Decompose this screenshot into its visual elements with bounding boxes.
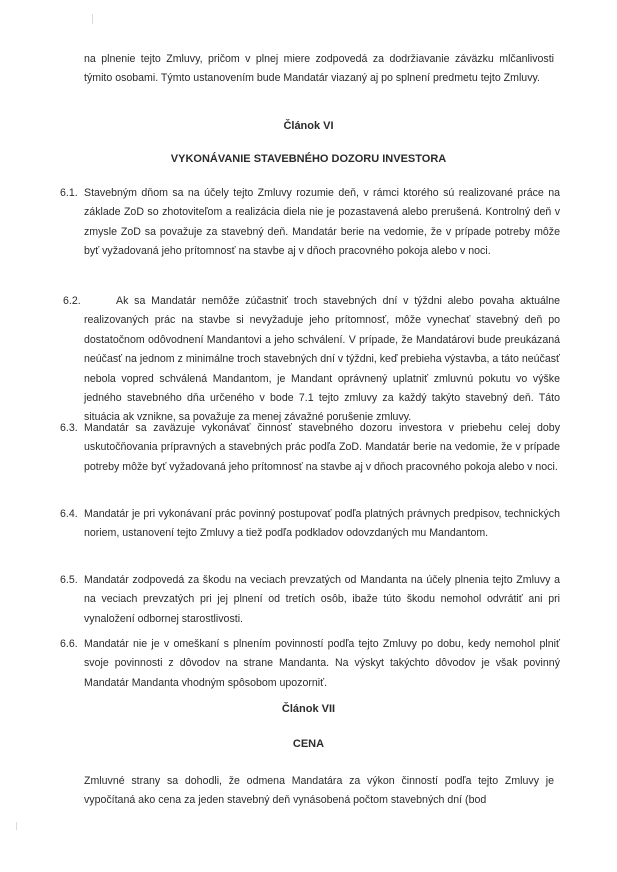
paragraph-6-3 bbox=[60, 419, 560, 477]
paragraph-text: Mandatár zodpovedá za škodu na veciach prevzatých od Mandanta na účely plnenia tejto Zmluvy a na veciach prevzatých pri jej plnení od tretích osôb, ibaže túto škodu nemohol odvrátiť ani pri vynaložení odbornej starostlivosti. bbox=[84, 574, 560, 625]
article-6-title: VYKONÁVANIE STAVEBNÉHO DOZORU INVESTORA bbox=[170, 153, 447, 165]
paragraph-text: Mandatár nie je v omeškaní s plnením povinností podľa tejto Zmluvy po dobu, kedy nemohol plniť svoje povinnosti z dôvodov na strane Mandanta. Na výskyt takýchto dôvodov je však povinný Mandatár Mandanta vhodným spôsobom upozorniť. bbox=[84, 638, 560, 689]
article-7-paragraph: Zmluvné strany sa dohodli, že odmena Mandatára za výkon činností podľa tejto Zmluvy je vypočítaná ako cena za jeden stavebný deň vynásobená počtom stavebných dní (bod bbox=[84, 775, 554, 807]
paragraph-text: Stavebným dňom sa na účely tejto Zmluvy rozumie deň, v rámci ktorého sú realizované práce na základe ZoD so zhotoviteľom a realizácia diela nie je pozastavená alebo prerušená. Kontrolný deň v zmysle ZoD sa považuje za stavebný deň. Mandatár berie na vedomie, že v prípade potreby môže byť vyžadovaná jeho prítomnosť na stavbe aj v dňoch pracovného pokoja alebo v noci. bbox=[84, 187, 560, 258]
article-7-title: CENA bbox=[292, 738, 325, 750]
paragraph-number: 6.4. bbox=[60, 508, 78, 520]
paragraph-text: Mandatár sa zaväzuje vykonávať činnosť stavebného dozoru investora v priebehu celej doby uskutočňovania prípravných a stavebných prác podľa ZoD. Mandatár berie na vedomie, že v prípade potreby môže byť vyžadovaná jeho prítomnosť na stavbe aj v dňoch pracovného pokoja alebo v noci. bbox=[84, 422, 560, 473]
paragraph-number: 6.3. bbox=[60, 422, 78, 434]
article-6-number: Článok VI bbox=[283, 120, 334, 132]
paragraph-6-6 bbox=[60, 635, 560, 693]
scan-mark bbox=[92, 14, 93, 24]
paragraph-6-1 bbox=[60, 184, 560, 262]
paragraph-6-5 bbox=[60, 571, 560, 629]
paragraph-number: 6.5. bbox=[60, 574, 78, 586]
paragraph-number: 6.2. bbox=[63, 295, 81, 307]
paragraph-number: 6.6. bbox=[60, 638, 78, 650]
intro-paragraph: na plnenie tejto Zmluvy, pričom v plnej miere zodpovedá za dodržiavanie záväzku mlčanlivosti týmito osobami. Týmto ustanovením bude Mandatár viazaný aj po splnení predmetu tejto Zmluvy. bbox=[84, 53, 554, 85]
paragraph-number: 6.1. bbox=[60, 187, 78, 199]
article-7-number: Článok VII bbox=[281, 703, 336, 715]
paragraph-text: Ak sa Mandatár nemôže zúčastniť troch stavebných dní v týždni alebo povaha aktuálne realizovaných prác na stavbe si nevyžaduje jeho prítomnosť, môže vynechať stavebný deň po dostatočnom odôvodnení Mandantovi a jeho schválení. V prípade, že Mandatárovi bude preukázaná neúčasť na jednom z minimálne troch stavebných dní v týždni, keď prebieha výstavba, a táto neúčasť nebola vopred schválená Mandantom, je Mandant oprávnený uplatniť zmluvnú pokutu vo výške jedného stavebného dňa určeného v bode 7.1 tejto zmluvy za každý takýto stavebný deň. Táto situácia ak vznikne, sa považuje za menej závažné porušenie zmluvy. bbox=[84, 295, 560, 424]
scan-mark bbox=[16, 822, 17, 830]
paragraph-6-2 bbox=[60, 292, 560, 428]
paragraph-text: Mandatár je pri vykonávaní prác povinný postupovať podľa platných právnych predpisov, technických noriem, ustanovení tejto Zmluvy a tiež podľa podkladov odovzdaných mu Mandantom. bbox=[84, 508, 560, 540]
paragraph-6-4 bbox=[60, 505, 560, 544]
